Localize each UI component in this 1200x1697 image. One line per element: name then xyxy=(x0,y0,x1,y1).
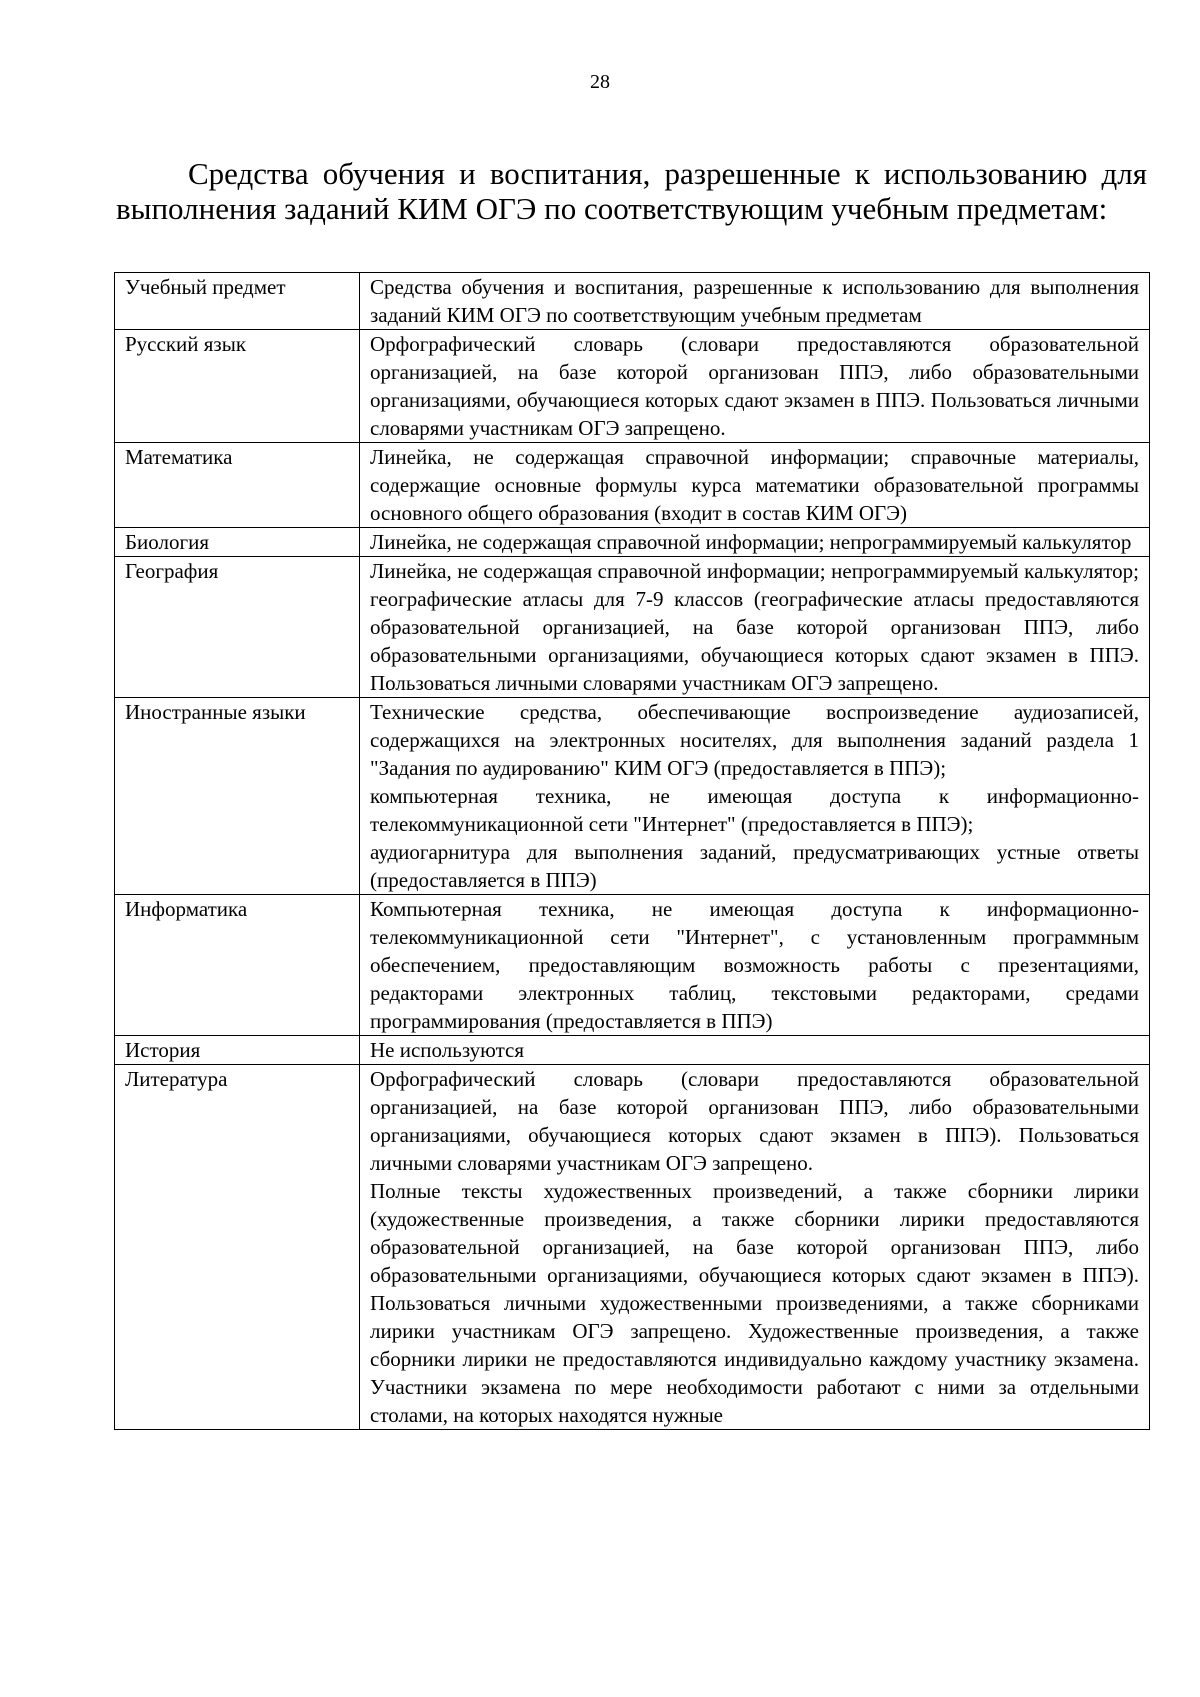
means-paragraph: Линейка, не содержащая справочной информации; непрограммируемый калькулятор; географические атласы для 7-9 классов (географические атласы предоставляются образовательной организацией, на базе которой организован ППЭ, либо образовательными организациями, обучающиеся которых сдают экзамен в ППЭ. Пользоваться личными словарями участникам ОГЭ запрещено. xyxy=(370,559,1139,695)
subjects-table xyxy=(114,272,1150,1430)
means-cell xyxy=(360,557,1150,698)
means-paragraph: Орфографический словарь (словари предоставляются образовательной организацией, на базе которой организован ППЭ, либо образовательными организациями, обучающиеся которых сдают экзамен в ППЭ. Пользоваться личными словарями участникам ОГЭ запрещено. xyxy=(370,332,1139,440)
means-paragraph: Линейка, не содержащая справочной информации; непрограммируемый калькулятор xyxy=(370,530,1132,554)
means-paragraph: Линейка, не содержащая справочной информации; справочные материалы, содержащие основные формулы курса математики образовательной программы основного общего образования (входит в состав КИМ ОГЭ) xyxy=(370,445,1139,525)
means-paragraph: компьютерная техника, не имеющая доступа к информационно-телекоммуникационной сети "Интернет" (предоставляется в ППЭ); xyxy=(370,784,1139,836)
means-paragraph: Полные тексты художественных произведений, а также сборники лирики (художественные произведения, а также сборники лирики предоставляются образовательной организацией, на базе которой организован ППЭ, либо образовательными организациями, обучающиеся которых сдают экзамен в ППЭ). Пользоваться личными художественными произведениями, а также сборниками лирики участникам ОГЭ запрещено. Художественные произведения, а также сборники лирики не предоставляются индивидуально каждому участнику экзамена. Участники экзамена по мере необходимости работают с ними за отдельными столами, на которых находятся нужные xyxy=(370,1179,1139,1427)
subject-cell: География xyxy=(115,557,360,698)
subject-cell: Иностранные языки xyxy=(115,698,360,895)
table-row xyxy=(115,698,1150,895)
means-cell xyxy=(360,443,1150,528)
page-number: 28 xyxy=(590,71,610,93)
means-paragraph: Компьютерная техника, не имеющая доступа к информационно-телекоммуникационной сети "Интернет", с установленным программным обеспечением, предоставляющим возможность работы с презентациями, редакторами электронных таблиц, текстовыми редакторами, средами программирования (предоставляется в ППЭ) xyxy=(370,897,1139,1033)
page-heading: Средства обучения и воспитания, разрешенные к использованию для выполнения заданий КИМ ОГЭ по соответствующим учебным предметам: xyxy=(116,156,1147,226)
table-row xyxy=(115,330,1150,443)
means-cell xyxy=(360,698,1150,895)
table-row xyxy=(115,1036,1150,1065)
means-paragraph: аудиогарнитура для выполнения заданий, предусматривающих устные ответы (предоставляется в ППЭ) xyxy=(370,840,1139,892)
table-row xyxy=(115,557,1150,698)
table-row xyxy=(115,443,1150,528)
means-cell xyxy=(360,1036,1150,1065)
means-paragraph: Технические средства, обеспечивающие воспроизведение аудиозаписей, содержащихся на электронных носителях, для выполнения заданий раздела 1 "Задания по аудированию" КИМ ОГЭ (предоставляется в ППЭ); xyxy=(370,700,1139,780)
means-paragraph: Орфографический словарь (словари предоставляются образовательной организацией, на базе которой организован ППЭ, либо образовательными организациями, обучающиеся которых сдают экзамен в ППЭ). Пользоваться личными словарями участникам ОГЭ запрещено. xyxy=(370,1067,1139,1175)
means-cell xyxy=(360,895,1150,1036)
table-row xyxy=(115,895,1150,1036)
table-row xyxy=(115,1065,1150,1430)
subject-cell: История xyxy=(115,1036,360,1065)
means-cell xyxy=(360,528,1150,557)
table-row xyxy=(115,528,1150,557)
means-paragraph: Не используются xyxy=(370,1038,524,1062)
subject-cell: Биология xyxy=(115,528,360,557)
subject-cell: Русский язык xyxy=(115,330,360,443)
subject-cell: Литература xyxy=(115,1065,360,1430)
means-cell xyxy=(360,1065,1150,1430)
table-header-row xyxy=(115,273,1150,330)
subject-cell: Информатика xyxy=(115,895,360,1036)
header-means-cell: Средства обучения и воспитания, разрешенные к использованию для выполнения заданий КИМ ОГЭ по соответствующим учебным предметам xyxy=(360,273,1150,330)
subject-cell: Математика xyxy=(115,443,360,528)
means-cell xyxy=(360,330,1150,443)
header-subject-cell: Учебный предмет xyxy=(115,273,360,330)
